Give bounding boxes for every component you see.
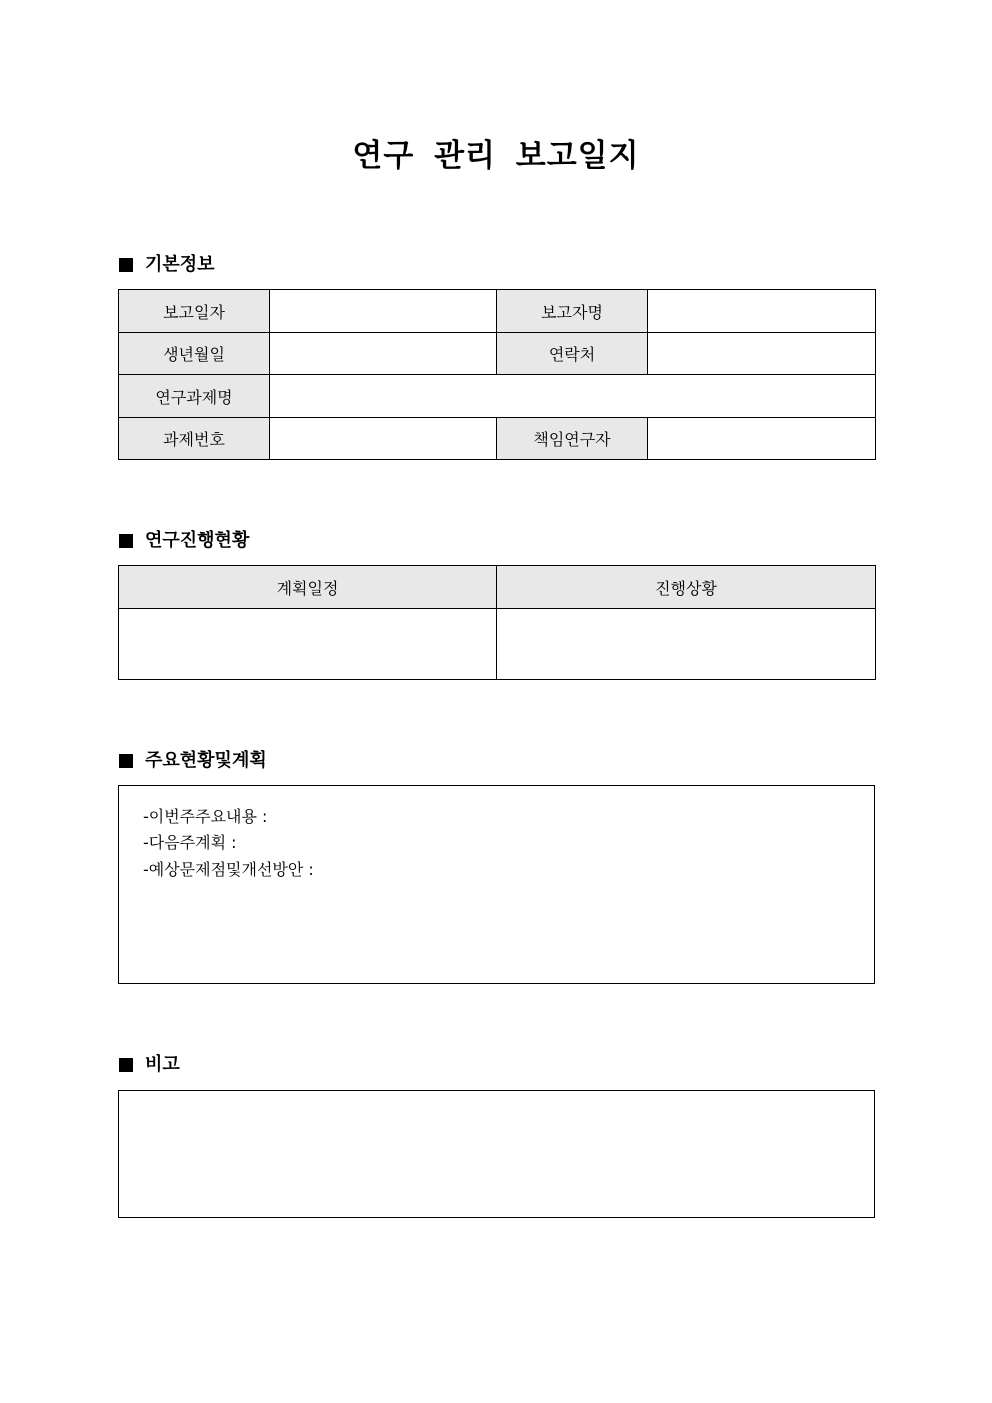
page-title: 연구 관리 보고일지 xyxy=(352,138,640,174)
section-heading-remarks xyxy=(119,1053,180,1077)
section-heading-label: 주요현황및계획 xyxy=(145,750,267,771)
progress-status-field[interactable] xyxy=(497,609,876,680)
section-heading-label: 연구진행현황 xyxy=(145,530,250,551)
research-progress-table xyxy=(118,565,876,680)
black-square-icon xyxy=(119,1058,133,1072)
table-row xyxy=(119,290,876,333)
report-date-label: 보고일자 xyxy=(119,290,270,333)
section-heading-label: 기본정보 xyxy=(145,254,215,275)
table-row xyxy=(119,418,876,460)
planned-schedule-header: 계획일정 xyxy=(119,566,497,609)
section-heading-status-plan xyxy=(119,749,267,773)
table-row xyxy=(119,609,876,680)
black-square-icon xyxy=(119,754,133,768)
section-heading-basic-info xyxy=(119,253,215,277)
table-row xyxy=(119,566,876,609)
project-number-label: 과제번호 xyxy=(119,418,270,460)
basic-info-table xyxy=(118,289,876,460)
project-name-label: 연구과제명 xyxy=(119,375,270,418)
next-week-plan-line: -다음주계획 : xyxy=(143,833,237,852)
table-row xyxy=(119,333,876,375)
planned-schedule-field[interactable] xyxy=(119,609,497,680)
this-week-content-line: -이번주주요내용 : xyxy=(143,807,268,826)
birth-date-field[interactable] xyxy=(270,333,497,375)
expected-issues-line: -예상문제점및개선방안 : xyxy=(143,860,314,879)
project-name-field[interactable] xyxy=(270,375,876,418)
reporter-name-label: 보고자명 xyxy=(497,290,648,333)
section-heading-label: 비고 xyxy=(145,1054,180,1075)
principal-investigator-field[interactable] xyxy=(648,418,876,460)
principal-investigator-label: 책임연구자 xyxy=(497,418,648,460)
black-square-icon xyxy=(119,258,133,272)
black-square-icon xyxy=(119,534,133,548)
reporter-name-field[interactable] xyxy=(648,290,876,333)
section-heading-research-progress xyxy=(119,529,249,553)
project-number-field[interactable] xyxy=(270,418,497,460)
table-row xyxy=(119,375,876,418)
report-date-field[interactable] xyxy=(270,290,497,333)
remarks-box[interactable] xyxy=(118,1090,875,1218)
status-plan-box[interactable] xyxy=(118,785,875,984)
birth-date-label: 생년월일 xyxy=(119,333,270,375)
contact-label: 연락처 xyxy=(497,333,648,375)
progress-status-header: 진행상황 xyxy=(497,566,876,609)
contact-field[interactable] xyxy=(648,333,876,375)
